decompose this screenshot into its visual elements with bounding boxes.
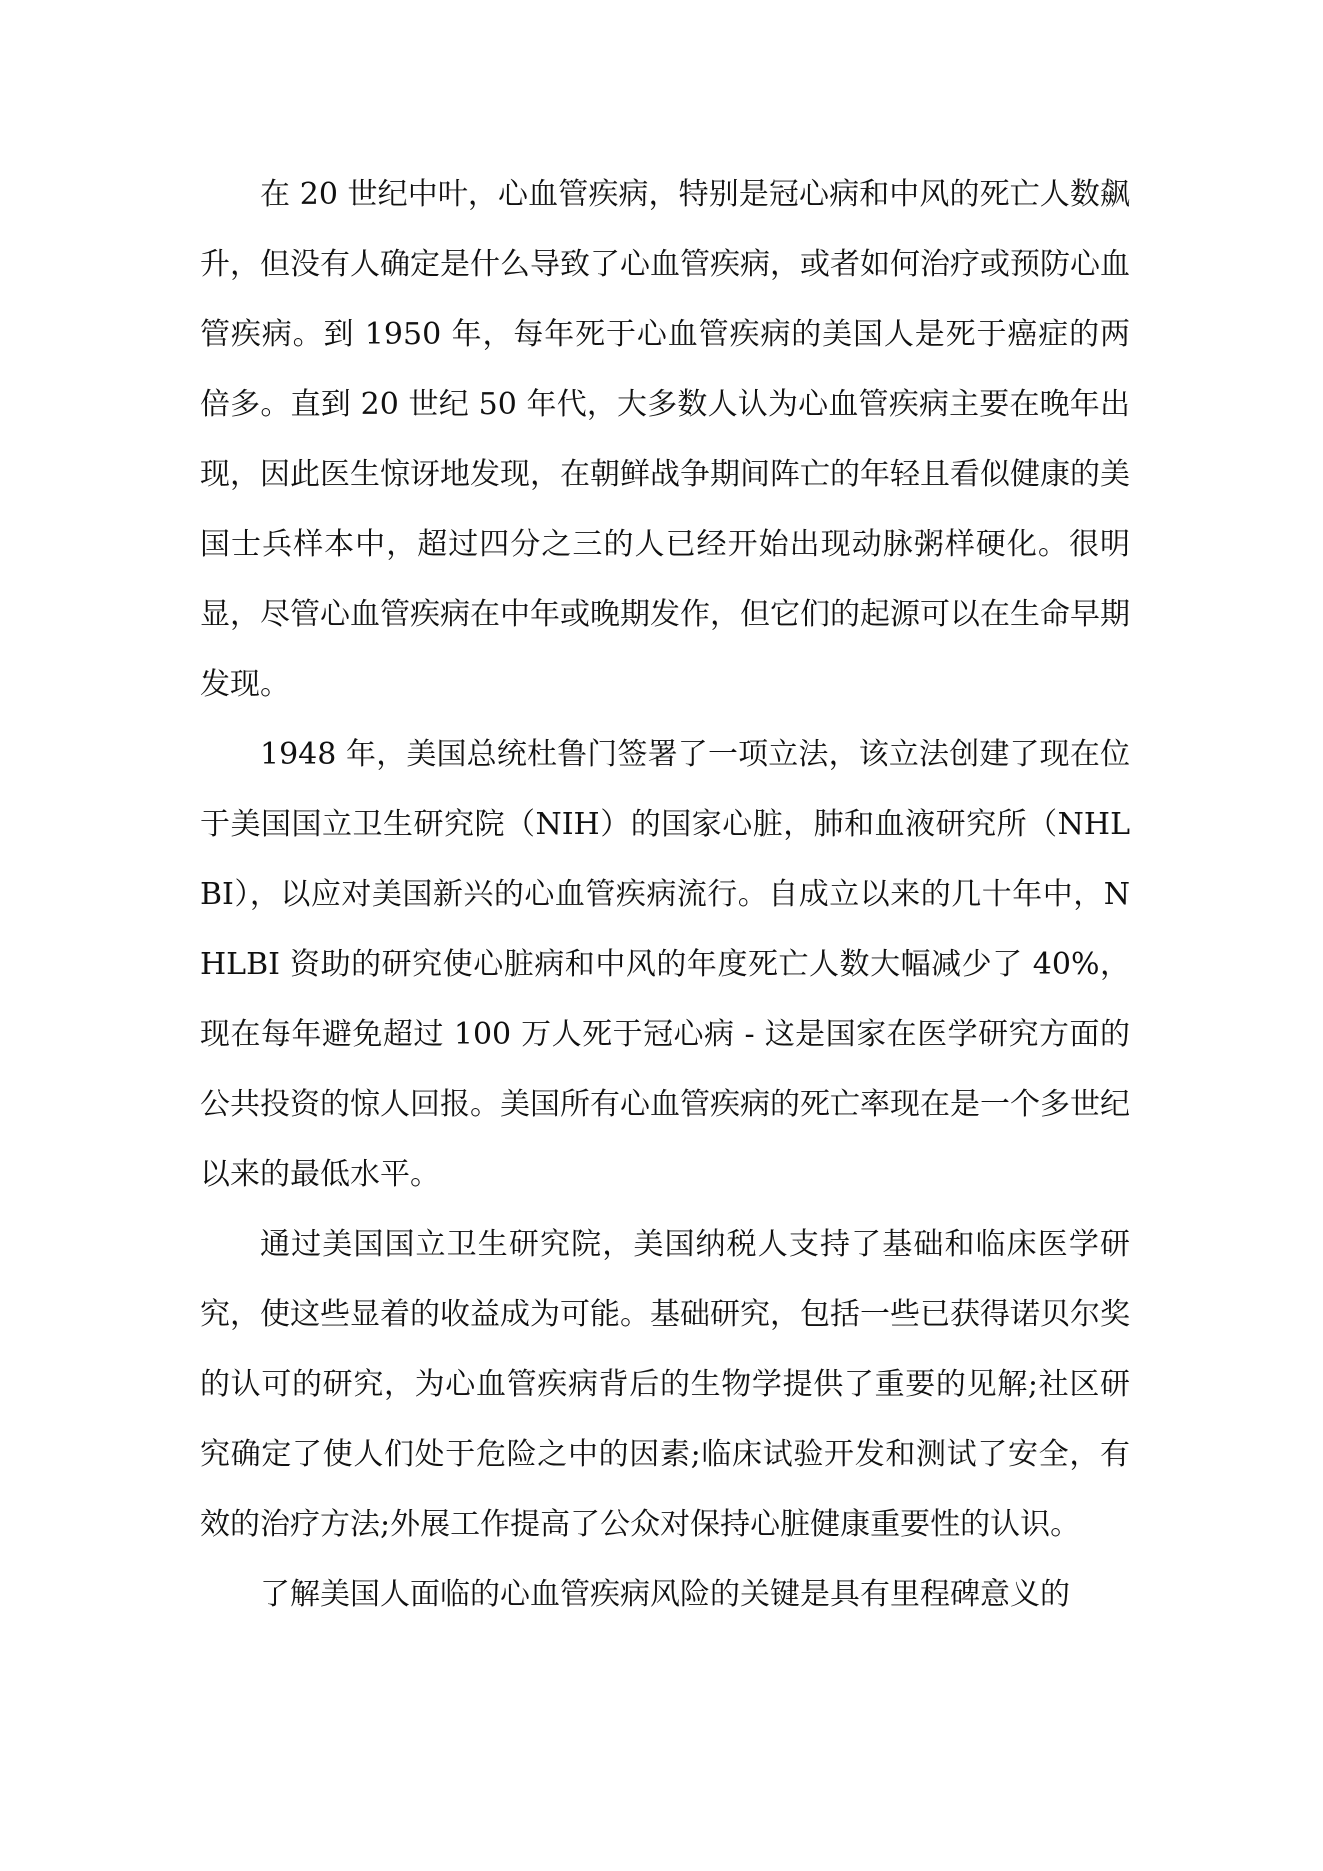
paragraph-1: 在 20 世纪中叶，心血管疾病，特别是冠心病和中风的死亡人数飙升，但没有人确定是什么导致了心血管疾病，或者如何治疗或预防心血管疾病。到 1950 年，每年死于心血管疾病的美国人是死于癌症的两倍多。直到 20 世纪 50 年代，大多数人认为心血管疾病主要在晚年出现，因此医生惊讶地发现，在朝鲜战争期间阵亡的年轻且看似健康的美国士兵样本中，超过四分之三的人已经开始出现动脉粥样硬化。很明显，尽管心血管疾病在中年或晚期发作，但它们的起源可以在生命早期发现。	[200, 177, 1130, 702]
paragraph-3: 通过美国国立卫生研究院，美国纳税人支持了基础和临床医学研究，使这些显着的收益成为可能。基础研究，包括一些已获得诺贝尔奖的认可的研究，为心血管疾病背后的生物学提供了重要的见解;社区研究确定了使人们处于危险之中的因素;临床试验开发和测试了安全，有效的治疗方法;外展工作提高了公众对保持心脏健康重要性的认识。	[200, 1227, 1130, 1542]
paragraph-4: 了解美国人面临的心血管疾病风险的关键是具有里程碑意义的	[260, 1577, 1070, 1612]
document-body	[200, 160, 1130, 1630]
paragraph-2: 1948 年，美国总统杜鲁门签署了一项立法，该立法创建了现在位于美国国立卫生研究院（NIH）的国家心脏，肺和血液研究所（NHLBI），以应对美国新兴的心血管疾病流行。自成立以来的几十年中，NHLBI 资助的研究使心脏病和中风的年度死亡人数大幅减少了 40%，现在每年避免超过 100 万人死于冠心病 - 这是国家在医学研究方面的公共投资的惊人回报。美国所有心血管疾病的死亡率现在是一个多世纪以来的最低水平。	[200, 737, 1130, 1192]
